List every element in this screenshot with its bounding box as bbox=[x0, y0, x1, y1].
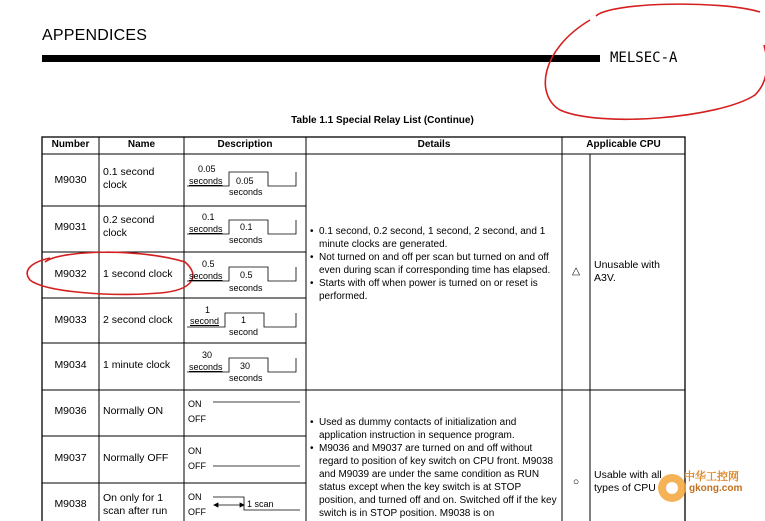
half-unit: seconds bbox=[229, 373, 263, 383]
cpu-applicability: Usable with all types of CPU bbox=[594, 469, 662, 494]
watermark-text: 中华工控网 bbox=[684, 471, 739, 483]
details-item: • 0.1 second, 0.2 second, 1 second, 2 second, and 1 minute clocks are generated. bbox=[310, 225, 558, 251]
brand-label: MELSEC-A bbox=[610, 50, 678, 66]
on-label: ON bbox=[188, 492, 202, 502]
relay-name: Normally ON bbox=[103, 405, 164, 417]
period-label: 0.5 bbox=[202, 259, 215, 269]
scan-label: 1 scan bbox=[247, 499, 274, 509]
relay-name: Normally OFF bbox=[103, 452, 169, 464]
relay-name: On only for 1 scan after run bbox=[103, 492, 168, 517]
table-caption: Table 1.1 Special Relay List (Continue) bbox=[291, 115, 474, 126]
relay-name: 0.2 second clock bbox=[103, 214, 155, 239]
period-unit: seconds bbox=[189, 224, 223, 234]
period-label: 1 bbox=[205, 305, 211, 315]
relay-name: 0.1 second clock bbox=[103, 166, 155, 191]
off-label: OFF bbox=[188, 507, 206, 517]
relay-number: M9033 bbox=[54, 314, 87, 326]
half-label: 0.05 bbox=[236, 176, 254, 186]
relay-number: M9032 bbox=[54, 268, 87, 280]
relay-name: 1 second clock bbox=[103, 268, 173, 280]
relay-number: M9030 bbox=[54, 174, 87, 186]
details-item: • Not turned on and off per scan but turned on and off even during scan if corresponding time has elapsed. bbox=[310, 251, 558, 277]
half-label: 0.1 bbox=[240, 222, 253, 232]
half-unit: seconds bbox=[229, 283, 263, 293]
half-label: 1 bbox=[241, 315, 247, 325]
period-unit: second bbox=[190, 316, 220, 326]
relay-name: 1 minute clock bbox=[103, 359, 171, 371]
relay-number: M9034 bbox=[54, 359, 87, 371]
page-title: APPENDICES bbox=[42, 27, 148, 44]
col-description: Description bbox=[217, 139, 273, 150]
relay-number: M9037 bbox=[54, 452, 87, 464]
details-group-1 bbox=[310, 225, 558, 303]
col-name: Name bbox=[127, 139, 156, 150]
off-label: OFF bbox=[188, 414, 206, 424]
triangle-symbol: △ bbox=[571, 265, 581, 277]
period-label: 0.05 bbox=[198, 164, 216, 174]
half-label: 0.5 bbox=[240, 270, 253, 280]
col-details: Details bbox=[417, 139, 451, 150]
watermark-url: gkong.com bbox=[689, 483, 743, 494]
on-label: ON bbox=[188, 399, 202, 409]
half-unit: seconds bbox=[229, 187, 263, 197]
period-unit: seconds bbox=[189, 176, 223, 186]
details-item: • Used as dummy contacts of initialization and application instruction in sequence program. bbox=[310, 416, 558, 442]
period-unit: seconds bbox=[189, 362, 223, 372]
relay-number: M9038 bbox=[54, 498, 87, 510]
cpu-applicability: Unusable with A3V. bbox=[594, 259, 660, 284]
circle-symbol: ○ bbox=[572, 476, 580, 488]
period-label: 30 bbox=[202, 350, 213, 360]
on-label: ON bbox=[188, 446, 202, 456]
details-item: • Starts with off when power is turned on or reset is performed. bbox=[310, 277, 558, 303]
relay-number: M9036 bbox=[54, 405, 87, 417]
half-unit: second bbox=[229, 327, 259, 337]
half-label: 30 bbox=[240, 361, 251, 371]
half-unit: seconds bbox=[229, 235, 263, 245]
col-applicable-cpu: Applicable CPU bbox=[586, 139, 661, 150]
off-label: OFF bbox=[188, 461, 206, 471]
relay-name: 2 second clock bbox=[103, 314, 173, 326]
col-number: Number bbox=[51, 139, 90, 150]
details-item: • M9036 and M9037 are turned on and off without regard to position of key switch on CPU front. M9038 and M9039 are under the same condition as RUN status except when the key switch is at STOP position, and turned off and on. Switched off if the key switch is in STOP position. M9038 is on bbox=[310, 442, 558, 520]
period-label: 0.1 bbox=[202, 212, 215, 222]
relay-number: M9031 bbox=[54, 221, 87, 233]
period-unit: seconds bbox=[189, 271, 223, 281]
details-group-2 bbox=[310, 416, 558, 520]
